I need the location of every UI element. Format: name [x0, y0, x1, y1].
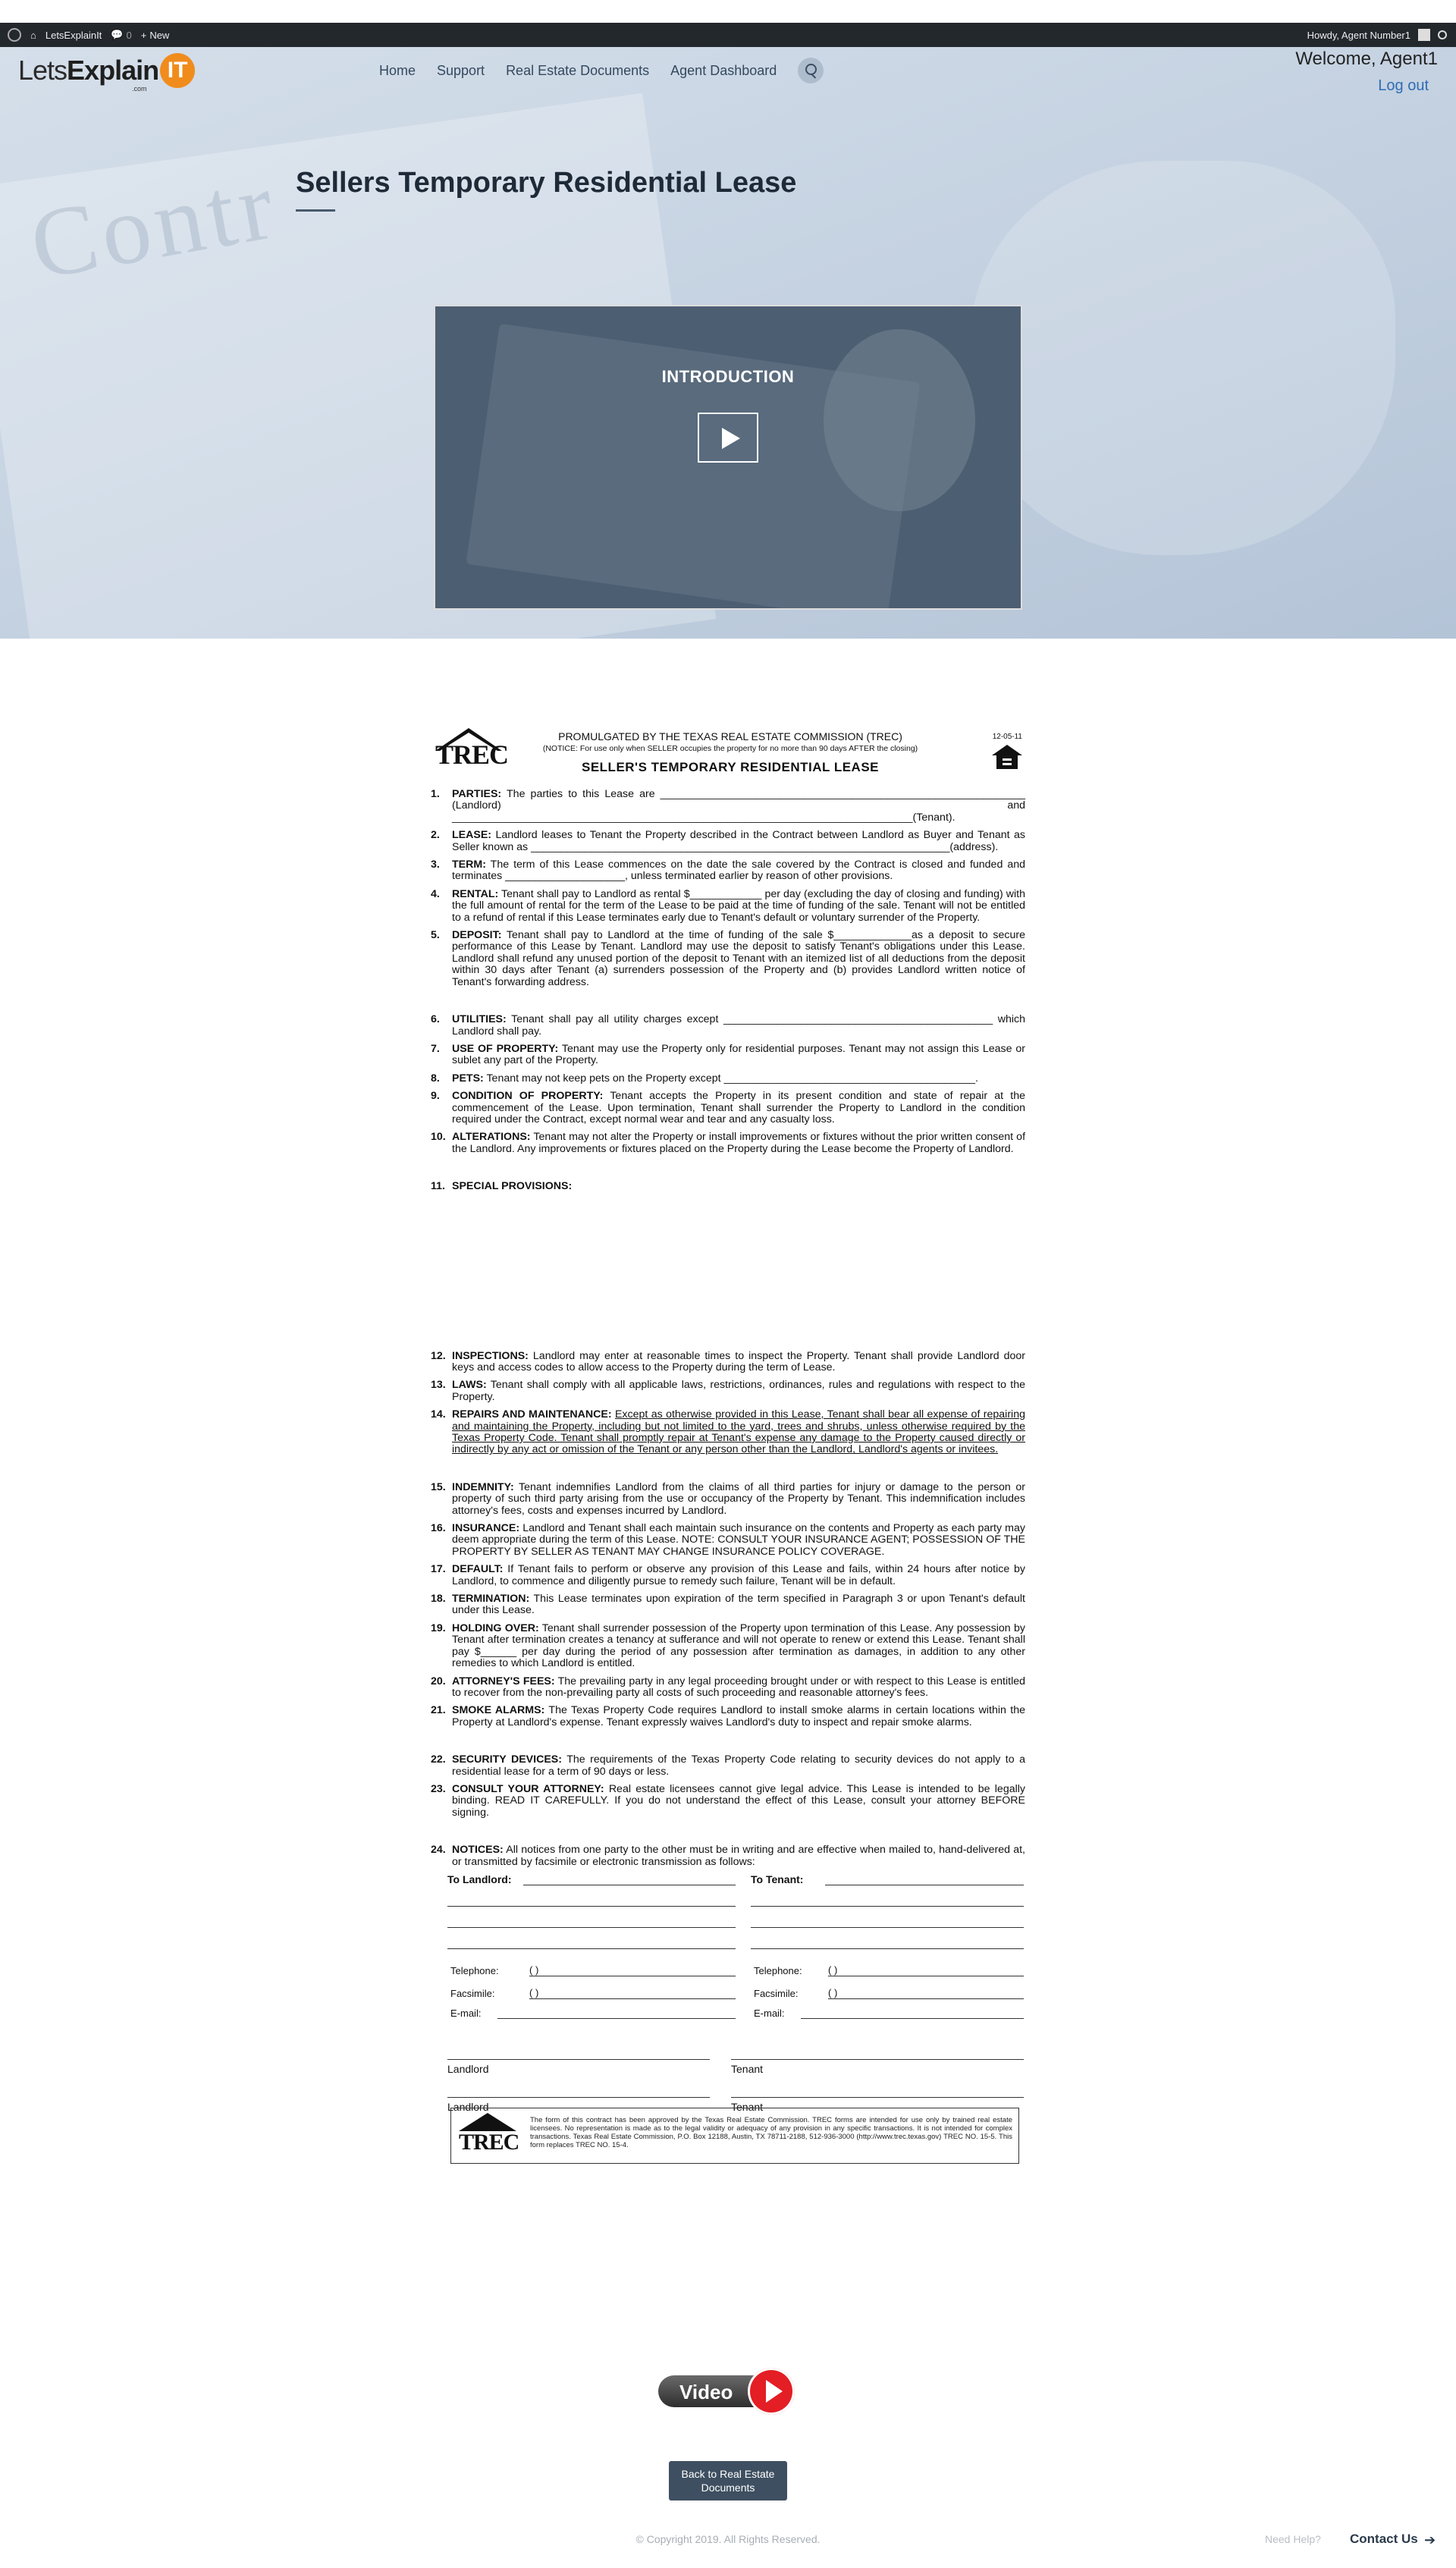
intro-video-player[interactable]: [434, 305, 1022, 610]
paragraph-number: 7.: [431, 1042, 440, 1055]
page-title: Sellers Temporary Residential Lease: [296, 167, 797, 199]
lease-paragraph: [431, 1091, 1025, 1125]
paragraph-title: ATTORNEY'S FEES:: [452, 1675, 555, 1687]
paragraph-number: 23.: [431, 1782, 446, 1795]
logout-link[interactable]: Log out: [1378, 77, 1429, 94]
play-icon[interactable]: [698, 413, 758, 463]
tenant-signature-line[interactable]: [731, 2097, 1024, 2098]
admin-bar: [0, 23, 1456, 47]
paragraph-title: CONSULT YOUR ATTORNEY:: [452, 1782, 604, 1795]
arrow-right-icon[interactable]: ➔: [1424, 2532, 1436, 2548]
eho-roof: [992, 745, 1022, 755]
back-to-documents-button[interactable]: [669, 2461, 787, 2501]
lease-paragraph: [431, 1593, 1025, 1617]
paragraph-title: NOTICES:: [452, 1844, 504, 1857]
paragraph-title: USE OF PROPERTY:: [452, 1042, 559, 1055]
play-circle-icon: [748, 2368, 795, 2415]
lease-paragraph: [431, 1623, 1025, 1670]
lease-paragraph: [431, 1482, 1025, 1517]
lease-paragraph: [431, 1132, 1025, 1155]
tenant-facsimile-line[interactable]: [828, 1998, 1024, 1999]
lease-paragraph: [431, 1044, 1025, 1067]
paragraph-title: LEASE:: [452, 829, 492, 842]
paragraph-title: RENTAL:: [452, 887, 499, 900]
paragraph-number: 2.: [431, 829, 440, 842]
document-header: [431, 728, 1025, 789]
paragraph-text: The prevailing party in any legal proceeding brought under or with respect to this Lease is entitled to recover from the non-prevailing party all costs of such proceeding and reasonable attorney's fees.: [452, 1675, 1026, 1699]
paragraph-number: 6.: [431, 1013, 440, 1026]
paragraph-number: 17.: [431, 1563, 446, 1576]
video-thumbnail-hand: [824, 329, 975, 511]
tenant-facsimile-label: Facsimile:: [754, 1987, 799, 1999]
paragraph-number: 12.: [431, 1349, 446, 1362]
paragraph-text: Tenant may not keep pets on the Property except __________________________________________.: [486, 1072, 978, 1085]
video-title: INTRODUCTION: [661, 367, 795, 386]
paragraph-text: Tenant shall pay to Landlord at the time of funding of the sale $_____________as a deposit to secure performance of this Lease by Tenant. Landlord may use the deposit to satisfy Tenant's obligations under this Lease. Landlord shall refund any unused portion of the deposit to Tenant with an itemized list of all deductions from the deposit within 30 days after Tenant (a) surrenders possession of the Property and (b) provides Landlord written notice of Tenant's forwarding address.: [452, 929, 1025, 988]
wordpress-icon[interactable]: [8, 28, 21, 42]
paragraph-text: Landlord leases to Tenant the Property described in the Contract between Landlord as Buyer and Tenant as Seller known as ______________________________________________________________________(address).: [452, 829, 1025, 853]
paragraph-number: 15.: [431, 1480, 446, 1493]
paragraph-number: 22.: [431, 1753, 446, 1766]
paragraph-title: DEPOSIT:: [452, 929, 502, 942]
paragraph-text: If Tenant fails to perform or observe any provision of this Lease and fails, within 24 hours after notice by Landlord, to commence and diligently pursue to remedy such failure, Tenant will be in default.: [452, 1563, 1025, 1587]
paragraph-title: DEFAULT:: [452, 1563, 504, 1576]
logo-lets: Lets: [18, 55, 67, 86]
admin-search-icon[interactable]: [1438, 30, 1447, 39]
paragraph-number: 11.: [431, 1180, 445, 1193]
landlord-email-label: E-mail:: [450, 2007, 482, 2019]
paragraph-number: 14.: [431, 1408, 446, 1421]
paragraph-text: Tenant may use the Property only for residential purposes. Tenant may not assign this Lease or sublet any part of the Property.: [452, 1042, 1025, 1067]
paragraph-text: Landlord may enter at reasonable times to inspect the Property. Tenant shall provide Landlord door keys and access codes to allow access to the Property during the term of Lease.: [452, 1349, 1025, 1373]
admin-new-link[interactable]: New: [149, 29, 170, 41]
lease-paragraph: [431, 1181, 1025, 1192]
lease-paragraph: [431, 830, 1025, 853]
paragraph-title: CONDITION OF PROPERTY:: [452, 1090, 604, 1103]
paragraph-title: INSPECTIONS:: [452, 1349, 529, 1362]
equal-housing-icon: [990, 745, 1024, 781]
paragraph-text: The parties to this Lease are _____________________________________________________________ (Landlord) and _____________________________________________________________________________(Tenant).: [452, 788, 1025, 824]
paragraph-number: 16.: [431, 1522, 446, 1535]
hero-background-word: Contr: [22, 149, 286, 301]
paragraph-text: Tenant shall surrender possession of the Property upon termination of this Lease. Any possession by Tenant after termination creates a tenancy at sufferance and will not operate to renew or extend this Lease. Tenant shall pay $______ per day during the period of any possession after termination as damages, in addition to any other remedies to which Landlord is entitled.: [452, 1621, 1025, 1670]
lease-paragraph: [431, 1844, 1025, 1868]
welcome-text: Welcome, Agent1: [1295, 49, 1438, 69]
trec-footer-house-icon: [459, 2113, 516, 2131]
paragraph-text: The requirements of the Texas Property Code relating to security devices do not apply to a residential lease for a term of 90 days or less.: [452, 1753, 1025, 1778]
paragraph-spacer: [431, 1161, 1025, 1181]
admin-bar-right: [1307, 23, 1447, 47]
landlord-facsimile-line[interactable]: [529, 1998, 736, 1999]
admin-site-name[interactable]: LetsExplainIt: [45, 29, 102, 41]
paragraph-text: All notices from one party to the other must be in writing and are effective when mailed to, hand-delivered at, or transmitted by facsimile or electronic transmission as follows:: [452, 1844, 1025, 1868]
comments-count[interactable]: 0: [126, 29, 132, 41]
back-button-line1: Back to Real Estate: [681, 2468, 775, 2480]
landlord-facsimile-label: Facsimile:: [450, 1987, 495, 1999]
comments-icon[interactable]: 💬: [111, 29, 124, 40]
lease-paragraph: [431, 1380, 1025, 1403]
nav-agent-dashboard[interactable]: Agent Dashboard: [670, 62, 777, 78]
trec-footer-text: The form of this contract has been approved by the Texas Real Estate Commission. TREC forms are intended for use only by trained real estate licensees. No representation is made as to the legal validity or adequacy of any provision in any specific transactions. It is not intended for complex transactions. Texas Real Estate Commission, P.O. Box 12188, Austin, TX 78711-2188, 512-936-3000 (http://www.trec.texas.gov) TREC NO. 15-5. This form replaces TREC NO. 15-4.: [530, 2116, 1012, 2149]
special-provisions-area[interactable]: [431, 1199, 1025, 1351]
trec-footer-logo: [457, 2113, 521, 2160]
lease-paragraph: [431, 1676, 1025, 1700]
landlord-address-line[interactable]: [447, 1906, 736, 1907]
lease-paragraph: [431, 1351, 1025, 1374]
tenant-signature-label: Tenant: [731, 2100, 764, 2113]
paragraph-text: The Texas Property Code requires Landlord to install smoke alarms in certain locations within the Property at Landlord's expense. Tenant expressly waives Landlord's duty to inspect and repair smoke alarms.: [452, 1704, 1026, 1728]
logo-dotcom: .com: [132, 85, 147, 93]
landlord-address-line[interactable]: [447, 1927, 736, 1928]
home-icon[interactable]: ⌂: [30, 29, 36, 41]
main-nav: [379, 58, 824, 83]
paragraph-text: Tenant shall pay to Landlord as rental $____________ per day (excluding the day of closing and funding) with the full amount of rental for the term of the Lease to be paid at the time of funding of the sale. Tenant will not be entitled to a refund of rental if this Lease terminates early due to Tenant's default or voluntary surrender of the Property.: [452, 887, 1025, 924]
paragraph-text: Tenant indemnifies Landlord from the claims of all third parties for injury or damage to the person or property of such third party arising from the use or occupancy of the Property by Tenant. This indemnification includes attorney's fees, costs and expenses incurred by Landlord.: [452, 1480, 1025, 1517]
paragraph-title: ALTERATIONS:: [452, 1131, 531, 1144]
lease-paragraph: [431, 1523, 1025, 1558]
to-tenant-label: To Tenant:: [751, 1873, 804, 1885]
avatar[interactable]: [1418, 29, 1430, 41]
paragraph-number: 20.: [431, 1675, 446, 1687]
tenant-address-line[interactable]: [751, 1927, 1024, 1928]
to-landlord-label: To Landlord:: [447, 1873, 512, 1885]
landlord-signature-line[interactable]: [447, 2059, 710, 2060]
paragraph-text: Tenant shall comply with all applicable laws, restrictions, ordinances, rules and regulations with respect to the Property.: [452, 1379, 1026, 1403]
paragraph-title: INDEMNITY:: [452, 1480, 514, 1493]
paragraph-spacer: [431, 994, 1025, 1014]
paragraph-title: SECURITY DEVICES:: [452, 1753, 562, 1766]
trec-logo-text: TREC: [435, 739, 509, 770]
paragraph-title: REPAIRS AND MAINTENANCE:: [452, 1408, 612, 1421]
paragraph-number: 9.: [431, 1090, 440, 1103]
logo-explain: Explain: [67, 55, 159, 86]
landlord-telephone-paren: ( ): [529, 1964, 539, 1976]
site-logo[interactable]: [18, 53, 195, 93]
paragraph-text: This Lease terminates upon expiration of the term specified in Paragraph 3 or upon Tenant's default under this Lease.: [452, 1593, 1025, 1617]
paragraph-number: 24.: [431, 1844, 446, 1857]
title-underline: [296, 209, 335, 212]
logo-it-badge: IT: [160, 53, 195, 88]
trec-footer-logo-text: TREC: [459, 2130, 519, 2155]
paragraph-number: 5.: [431, 929, 440, 942]
paragraph-number: 19.: [431, 1621, 446, 1634]
notice-line: (NOTICE: For use only when SELLER occupies the property for no more than 90 days AFTER the closing): [542, 744, 918, 753]
lease-paragraph: [431, 1705, 1025, 1728]
form-date: 12-05-11: [992, 733, 1022, 741]
paragraph-number: 10.: [431, 1131, 446, 1144]
tenant-address-line[interactable]: [751, 1948, 1024, 1949]
paragraph-text: Except as otherwise provided in this Lease, Tenant shall bear all expense of repairing and maintaining the Property, including but not limited to the yard, trees and shrubs, unless otherwise required by the Texas Property Code. Tenant shall promptly repair at Tenant's expense any damage to the Property caused directly or indirectly by any act or omission of the Tenant or any person other than the Landlord, Landlord's agents or invitees.: [452, 1408, 1025, 1456]
landlord-telephone-label: Telephone:: [450, 1964, 499, 1976]
paragraph-title: SPECIAL PROVISIONS:: [452, 1180, 573, 1193]
tenant-address-line[interactable]: [751, 1906, 1024, 1907]
need-help-link[interactable]: Need Help?: [1265, 2533, 1321, 2545]
landlord-signature-label: Landlord: [447, 2100, 489, 2113]
paragraph-text: Landlord and Tenant shall each maintain such insurance on the contents and Property as each party may deem appropriate during the term of this Lease. NOTE: CONSULT YOUR INSURANCE AGENT; POSSESSION OF THE PROPERTY BY SELLER AS TENANT MAY CHANGE INSURANCE POLICY COVERAGE.: [452, 1522, 1025, 1558]
landlord-email-line[interactable]: [497, 2018, 736, 2019]
landlord-facsimile-paren: ( ): [529, 1986, 539, 1998]
paragraph-spacer: [431, 1734, 1025, 1754]
contact-us-link[interactable]: Contact Us: [1350, 2532, 1418, 2546]
paragraph-number: 13.: [431, 1379, 446, 1392]
lease-paragraph: [431, 1564, 1025, 1587]
lease-paragraph: [431, 789, 1025, 824]
paragraph-title: UTILITIES:: [452, 1013, 507, 1026]
tenant-signature-label: Tenant: [731, 2062, 764, 2075]
tenant-email-label: E-mail:: [754, 2007, 785, 2019]
landlord-signature-label: Landlord: [447, 2062, 489, 2075]
paragraph-title: HOLDING OVER:: [452, 1621, 539, 1634]
tenant-telephone-label: Telephone:: [754, 1964, 802, 1976]
nav-real-estate-documents[interactable]: Real Estate Documents: [506, 62, 650, 78]
hero-background-hand: [971, 161, 1395, 555]
paragraph-text: The term of this Lease commences on the date the sale covered by the Contract is closed and funded and terminates ____________________, unless terminated earlier by reason of other provisions.: [452, 859, 1025, 883]
notices-block: [431, 1873, 1025, 2113]
paragraph-number: 3.: [431, 859, 440, 871]
paragraph-number: 21.: [431, 1704, 446, 1717]
lease-paragraph: [431, 1754, 1025, 1778]
paragraph-title: TERM:: [452, 859, 486, 871]
lease-paragraph: [431, 930, 1025, 988]
lease-paragraphs: [431, 789, 1025, 1868]
tenant-email-line[interactable]: [801, 2018, 1024, 2019]
landlord-signature-line[interactable]: [447, 2097, 710, 2098]
lease-paragraph: [431, 1409, 1025, 1456]
new-plus-icon[interactable]: +: [140, 29, 147, 41]
lease-paragraph: [431, 1014, 1025, 1038]
nav-support[interactable]: Support: [437, 62, 485, 78]
paragraph-text: Tenant accepts the Property in its present condition and state of repair at the commencement of the Lease. Upon termination, Tenant shall surrender the Property to Landlord in the condition required under the Contract, except normal wear and tear and any casualty loss.: [452, 1090, 1026, 1125]
tenant-signature-line[interactable]: [731, 2059, 1024, 2060]
video-button[interactable]: [658, 2368, 799, 2415]
paragraph-spacer: [431, 1825, 1025, 1844]
paragraph-text: Tenant may not alter the Property or install improvements or fixtures without the prior written consent of the Landlord. Any improvements or fixtures placed on the Property during the Lease become the Property of Landlord.: [452, 1131, 1026, 1155]
nav-home[interactable]: Home: [379, 62, 416, 78]
form-title: SELLER'S TEMPORARY RESIDENTIAL LEASE: [582, 760, 879, 774]
eho-body: [996, 755, 1018, 769]
tenant-facsimile-paren: ( ): [828, 1986, 838, 1998]
paragraph-number: 4.: [431, 887, 440, 900]
paragraph-spacer: [431, 1462, 1025, 1482]
tenant-telephone-paren: ( ): [828, 1964, 838, 1976]
paragraph-number: 1.: [431, 788, 440, 800]
promulgated-line: PROMULGATED BY THE TEXAS REAL ESTATE COMMISSION (TREC): [558, 730, 902, 742]
paragraph-title: TERMINATION:: [452, 1593, 530, 1606]
lease-paragraph: [431, 1073, 1025, 1085]
paragraph-number: 8.: [431, 1072, 440, 1085]
search-icon[interactable]: [798, 58, 824, 83]
video-button-label: Video: [679, 2381, 733, 2403]
lease-paragraph: [431, 859, 1025, 883]
lease-paragraph: [431, 1784, 1025, 1819]
back-button-line2: Documents: [701, 2482, 755, 2494]
lease-document: [431, 728, 1026, 2113]
paragraph-title: PETS:: [452, 1072, 484, 1085]
howdy-user[interactable]: Howdy, Agent Number1: [1307, 29, 1410, 41]
paragraph-title: PARTIES:: [452, 788, 502, 800]
paragraph-title: LAWS:: [452, 1379, 487, 1392]
trec-footer-box: [450, 2108, 1019, 2164]
landlord-address-line[interactable]: [447, 1948, 736, 1949]
lease-paragraph: [431, 889, 1025, 924]
paragraph-title: INSURANCE:: [452, 1522, 520, 1535]
back-button-text: [682, 2467, 775, 2494]
paragraph-text: Real estate licensees cannot give legal advice. This Lease is intended to be legally binding. READ IT CAREFULLY. If you do not understand the effect of this Lease, consult your attorney BEFORE signing.: [452, 1782, 1025, 1819]
paragraph-title: SMOKE ALARMS:: [452, 1704, 545, 1717]
copyright: © Copyright 2019. All Rights Reserved.: [635, 2533, 821, 2545]
paragraph-number: 18.: [431, 1593, 446, 1606]
paragraph-text: Tenant shall pay all utility charges except _____________________________________________ which Landlord shall pay.: [452, 1013, 1025, 1038]
trec-logo: [434, 728, 509, 781]
